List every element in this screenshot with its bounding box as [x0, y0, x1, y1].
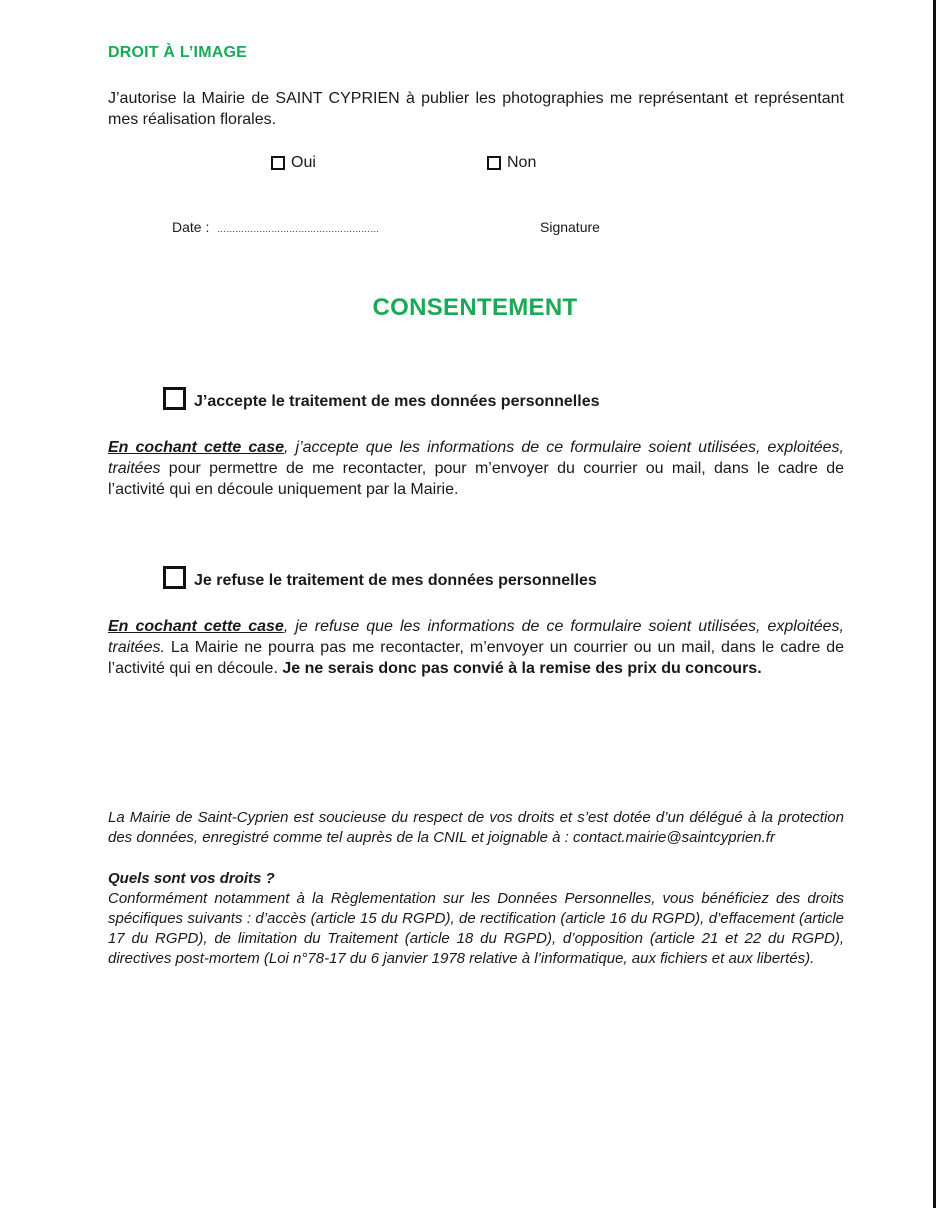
- checkbox-no[interactable]: [487, 156, 501, 170]
- accept-option[interactable]: [163, 385, 600, 411]
- refuse-lead: En cochant cette case: [108, 618, 284, 635]
- option-no-label: Non: [507, 154, 537, 171]
- refuse-paragraph: [108, 616, 844, 679]
- checkbox-accept[interactable]: [163, 387, 186, 410]
- accept-lead: En cochant cette case: [108, 439, 284, 456]
- accept-text-rest: pour permettre de me recontacter, pour m’envoyer du courrier ou mail, dans le cadre de l’activité qui en découle uniquement par la Mairie.: [108, 460, 844, 498]
- accept-comma: ,: [284, 439, 296, 456]
- image-rights-heading: DROIT À L’IMAGE: [108, 44, 247, 61]
- option-no[interactable]: [487, 154, 536, 172]
- accept-label: J’accepte le traitement de mes données personnelles: [194, 393, 600, 410]
- signature-label: Signature: [540, 219, 600, 235]
- authorization-paragraph: J’autorise la Mairie de SAINT CYPRIEN à publier les photographies me représentant et représentant mes réalisation florales.: [108, 90, 844, 128]
- checkbox-refuse[interactable]: [163, 566, 186, 589]
- checkbox-yes[interactable]: [271, 156, 285, 170]
- option-yes-label: Oui: [291, 154, 316, 171]
- accept-verb: j’accepte: [295, 439, 359, 456]
- refuse-option[interactable]: [163, 564, 597, 590]
- option-yes[interactable]: [271, 154, 316, 172]
- refuse-text-rest: La Mairie ne pourra pas me recontacter, m’envoyer un courrier ou un mail, dans le cadre de l’activité qui en découle.: [108, 639, 844, 677]
- dpo-paragraph: La Mairie de Saint-Cyprien est soucieuse du respect de vos droits et s’est dotée d’un délégué à la protection des données, enregistré comme tel auprès de la CNIL et joignable à : contact.mairie@saintcyprien.fr: [108, 809, 844, 846]
- consent-title: CONSENTEMENT: [372, 294, 578, 321]
- rights-paragraph: Conformément notamment à la Règlementation sur les Données Personnelles, vous bénéficiez des droits spécifiques suivants : d’accès (article 15 du RGPD), de rectification (article 16 du RGPD), d’effacement (article 17 du RGPD), de limitation du Traitement (article 18 du RGPD), d’opposition (article 21 et 22 du RGPD), directives post-mortem (Loi n°78-17 du 6 janvier 1978 relative à l’informatique, aux fichiers et aux libertés).: [108, 890, 844, 967]
- refuse-text-italic: , je refuse que les informations de ce formulaire soient utilisées, exploitées, traitées.: [108, 618, 844, 656]
- rights-heading: Quels sont vos droits ?: [108, 870, 275, 887]
- accept-text-italic: que les informations de ce formulaire soient utilisées, exploitées, traitées: [108, 439, 845, 477]
- refuse-label: Je refuse le traitement de mes données personnelles: [194, 572, 597, 589]
- date-dotted-line: ………………………………………………: [217, 224, 380, 234]
- date-field[interactable]: [172, 219, 379, 235]
- date-label: Date :: [172, 219, 210, 235]
- refuse-text-bold: Je ne serais donc pas convié à la remise des prix du concours.: [282, 660, 762, 677]
- accept-paragraph: [108, 437, 844, 500]
